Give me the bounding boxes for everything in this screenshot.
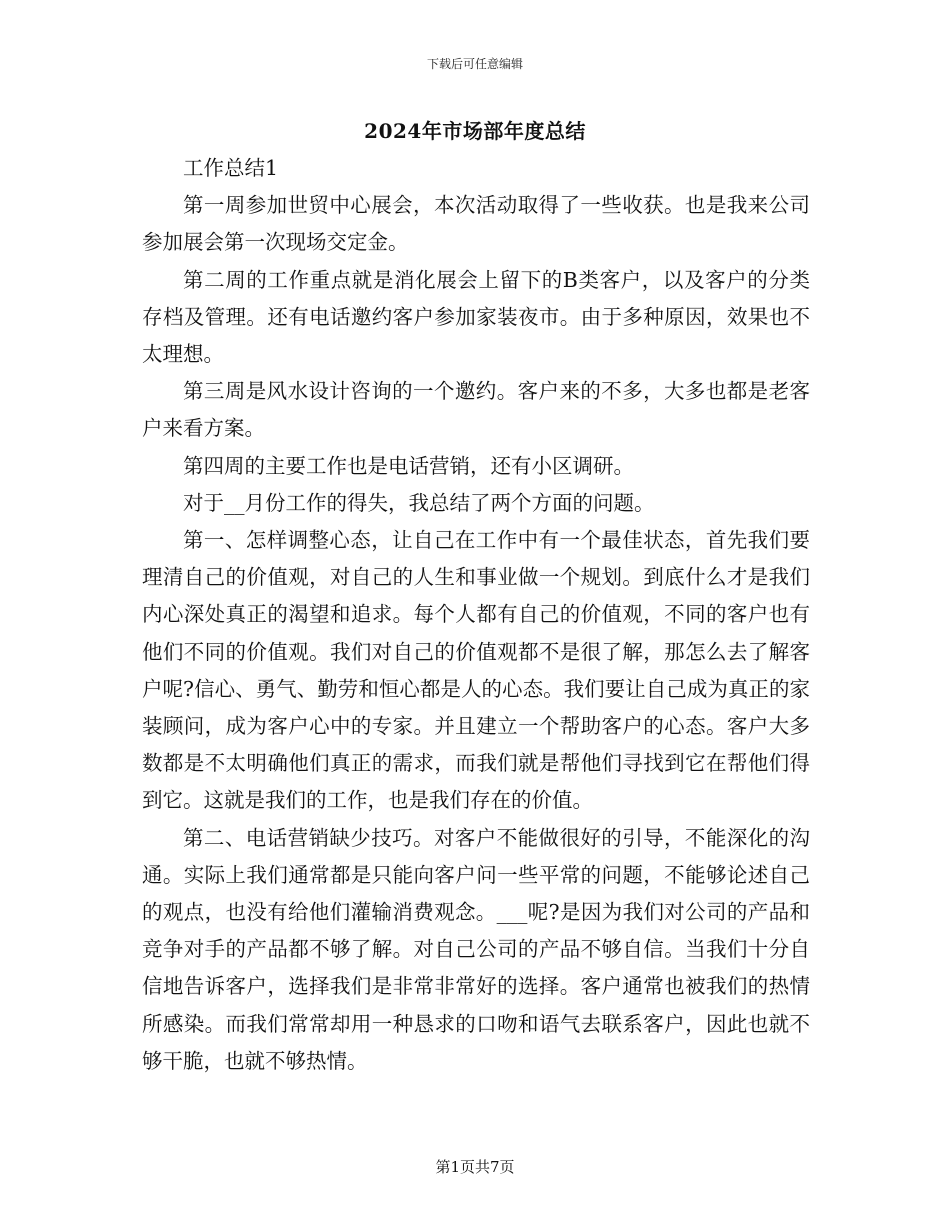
paragraph-week-3: 第三周是风水设计咨询的一个邀约。客户来的不多，大多也都是老客户来看方案。 [142,379,810,441]
paragraph-point-2: 第二、电话营销缺少技巧。对客户不能做很好的引导，不能深化的沟通。实际上我们通常都是只能向客户问一些平常的问题，不能够论述自己的观点，也没有给他们灌输消费观念。___呢?是因为我们对公司的产品和竞争对手的产品都不够了解。对自己公司的产品不够自信。当我们十分自信地告诉客户，选择我们是非常非常好的选择。客户通常也被我们的热情所感染。而我们常常却用一种恳求的口吻和语气去联系客户，因此也就不够干脆，也就不够热情。 [142,825,810,1073]
paragraph-section-heading: 工作总结1 [183,156,279,180]
paragraph-summary-intro: 对于__月份工作的得失，我总结了两个方面的问题。 [183,490,655,515]
paragraph-week-1: 第一周参加世贸中心展会，本次活动取得了一些收获。也是我来公司参加展会第一次现场交定金。 [142,193,810,255]
header-note: 下载后可任意编辑 [426,57,523,71]
document-title: 2024年市场部年度总结 [364,119,586,143]
paragraph-week-2: 第二周的工作重点就是消化展会上留下的B类客户，以及客户的分类存档及管理。还有电话邀约客户参加家装夜市。由于多种原因，效果也不太理想。 [142,267,810,367]
page-number-footer: 第1页共7页 [435,1158,515,1176]
paragraph-week-4: 第四周的主要工作也是电话营销，还有小区调研。 [183,453,634,478]
paragraph-point-1: 第一、怎样调整心态，让自己在工作中有一个最佳状态，首先我们要理清自己的价值观，对自己的人生和事业做一个规划。到底什么才是我们内心深处真正的渴望和追求。每个人都有自己的价值观，不同的客户也有他们不同的价值观。我们对自己的价值观都不是很了解，那怎么去了解客户呢?信心、勇气、勤劳和恒心都是人的心态。我们要让自己成为真正的家装顾问，成为客户心中的专家。并且建立一个帮助客户的心态。客户大多数都是不太明确他们真正的需求，而我们就是帮他们寻找到它在帮他们得到它。这就是我们的工作，也是我们存在的价值。 [142,528,810,813]
document-body [142,150,810,1080]
